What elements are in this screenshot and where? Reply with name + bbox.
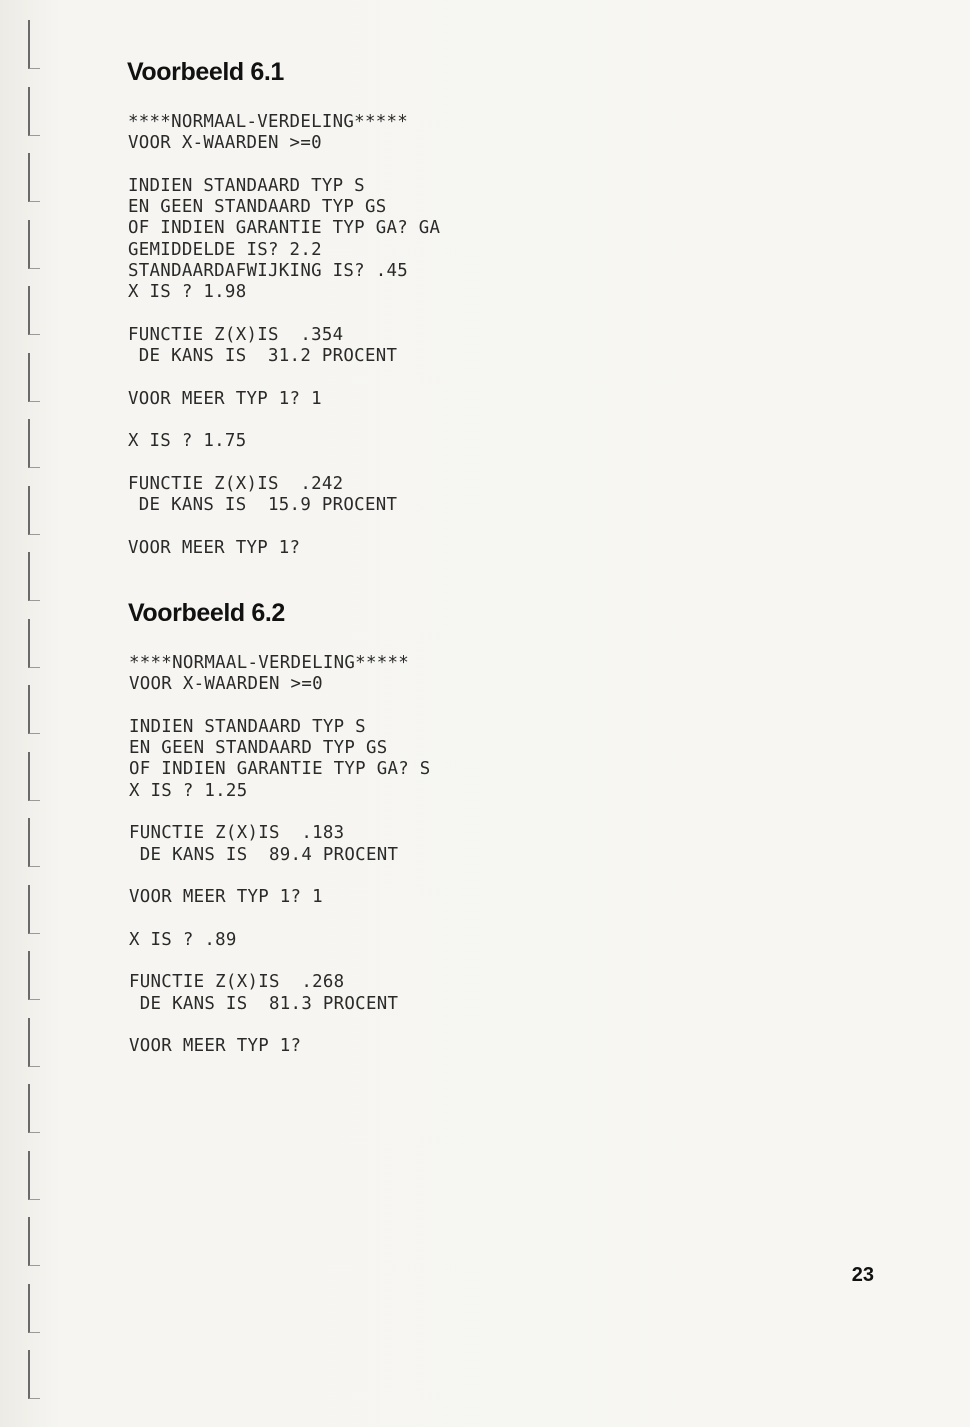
listing-line: FUNCTIE Z(X)IS .242 bbox=[128, 474, 344, 495]
binding-hole bbox=[28, 619, 40, 668]
binding-hole bbox=[28, 951, 40, 1000]
binding-hole bbox=[28, 552, 40, 601]
listing-line: VOOR MEER TYP 1? bbox=[128, 537, 301, 558]
binding-hole bbox=[28, 1284, 40, 1333]
binding-hole bbox=[28, 752, 40, 801]
listing-line: X IS ? .89 bbox=[129, 929, 237, 950]
binding-hole bbox=[28, 1018, 40, 1067]
binding-hole bbox=[28, 419, 40, 468]
listing-line: STANDAARDAFWIJKING IS? .45 bbox=[128, 261, 409, 282]
listing-line: VOOR MEER TYP 1? 1 bbox=[129, 887, 323, 908]
binding-hole bbox=[28, 286, 40, 335]
binding-hole bbox=[28, 220, 40, 269]
example-6-2-title: Voorbeeld 6.2 bbox=[128, 599, 285, 627]
listing-line bbox=[128, 304, 440, 325]
listing-line bbox=[129, 951, 431, 972]
listing-line: EN GEEN STANDAARD TYP GS bbox=[128, 197, 387, 218]
listing-line bbox=[129, 802, 431, 823]
example-6-2-listing bbox=[129, 653, 431, 1058]
listing-line: OF INDIEN GARANTIE TYP GA? S bbox=[129, 759, 431, 780]
listing-line: VOOR MEER TYP 1? bbox=[129, 1036, 302, 1057]
listing-line: ****NORMAAL-VERDELING***** bbox=[128, 112, 409, 132]
binding-hole bbox=[28, 1084, 40, 1133]
listing-line: VOOR X-WAARDEN >=0 bbox=[128, 133, 322, 154]
listing-line: X IS ? 1.25 bbox=[129, 780, 248, 801]
listing-line: ****NORMAAL-VERDELING***** bbox=[129, 653, 410, 673]
listing-line bbox=[129, 696, 431, 717]
page-number: 23 bbox=[851, 1264, 874, 1286]
listing-line: INDIEN STANDAARD TYP S bbox=[129, 716, 366, 737]
binding-hole bbox=[28, 353, 40, 402]
listing-line: DE KANS IS 15.9 PROCENT bbox=[128, 495, 398, 516]
listing-line: EN GEEN STANDAARD TYP GS bbox=[129, 738, 388, 759]
binding-hole bbox=[28, 87, 40, 136]
listing-line: X IS ? 1.98 bbox=[128, 282, 247, 303]
listing-line: GEMIDDELDE IS? 2.2 bbox=[128, 239, 322, 260]
listing-line bbox=[129, 1015, 431, 1036]
listing-line bbox=[129, 909, 431, 930]
listing-line: INDIEN STANDAARD TYP S bbox=[128, 175, 365, 196]
listing-line: FUNCTIE Z(X)IS .268 bbox=[129, 972, 345, 993]
listing-line: FUNCTIE Z(X)IS .354 bbox=[128, 324, 344, 345]
listing-line: X IS ? 1.75 bbox=[128, 431, 247, 452]
listing-line bbox=[128, 517, 440, 538]
example-6-1-title: Voorbeeld 6.1 bbox=[127, 58, 284, 86]
listing-line: VOOR X-WAARDEN >=0 bbox=[129, 674, 323, 695]
binding-hole bbox=[28, 818, 40, 867]
listing-line: FUNCTIE Z(X)IS .183 bbox=[129, 823, 345, 844]
binding-hole bbox=[28, 885, 40, 934]
listing-line bbox=[129, 866, 431, 887]
spiral-binding bbox=[28, 20, 42, 1420]
listing-line bbox=[128, 155, 440, 176]
listing-line: DE KANS IS 81.3 PROCENT bbox=[129, 993, 399, 1014]
binding-hole bbox=[28, 20, 40, 69]
listing-line: DE KANS IS 89.4 PROCENT bbox=[129, 844, 399, 865]
binding-hole bbox=[28, 486, 40, 535]
listing-line: DE KANS IS 31.2 PROCENT bbox=[128, 346, 398, 367]
binding-hole bbox=[28, 1217, 40, 1266]
example-6-1-listing bbox=[128, 112, 440, 559]
listing-line: OF INDIEN GARANTIE TYP GA? GA bbox=[128, 218, 441, 239]
listing-line bbox=[128, 368, 440, 389]
listing-line bbox=[128, 453, 440, 474]
binding-hole bbox=[28, 685, 40, 734]
binding-hole bbox=[28, 1350, 40, 1399]
binding-hole bbox=[28, 1151, 40, 1200]
listing-line: VOOR MEER TYP 1? 1 bbox=[128, 388, 322, 409]
listing-line bbox=[128, 410, 440, 431]
binding-hole bbox=[28, 153, 40, 202]
